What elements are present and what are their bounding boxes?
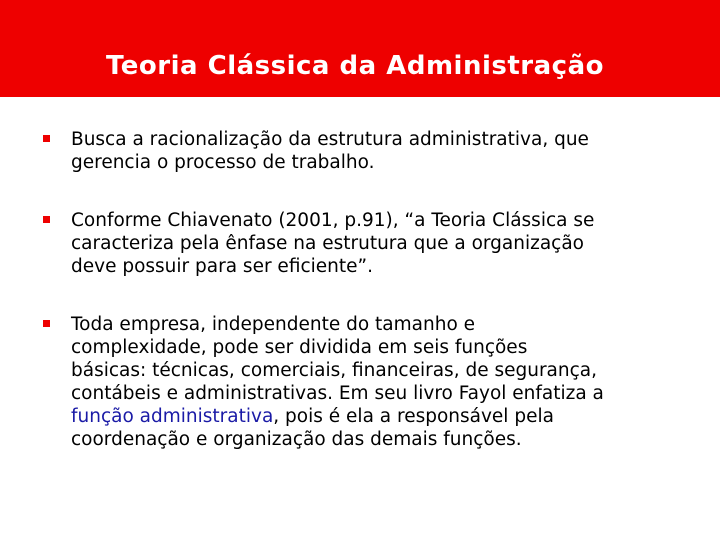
square-bullet-icon [43, 320, 50, 327]
square-bullet-icon [43, 216, 50, 223]
bullet-line-rest: , pois é ela a responsável pela [273, 406, 554, 427]
highlighted-term: função administrativa [71, 406, 274, 427]
bullet-line: deve possuir para ser eficiente”. [71, 256, 373, 277]
bullet-text [71, 313, 701, 451]
bullet-line: Busca a racionalização da estrutura administrativa, que [71, 129, 589, 150]
bullet-line: gerencia o processo de trabalho. [71, 152, 375, 173]
bullet-line [71, 405, 701, 428]
bullet-line: coordenação e organização das demais funções. [71, 429, 522, 450]
bullet-line: básicas: técnicas, comerciais, financeiras, de segurança, [71, 360, 598, 381]
bullet-line: complexidade, pode ser dividida em seis funções [71, 337, 528, 358]
bullet-text [71, 209, 701, 278]
bullet-text [71, 128, 701, 174]
bullet-line: Conforme Chiavenato (2001, p.91), “a Teoria Clássica se [71, 210, 595, 231]
slide-title: Teoria Clássica da Administração [106, 51, 604, 81]
square-bullet-icon [43, 135, 50, 142]
bullet-line: caracteriza pela ênfase na estrutura que a organização [71, 233, 584, 254]
bullet-line: Toda empresa, independente do tamanho e [71, 314, 476, 335]
bullet-line: contábeis e administrativas. Em seu livro Fayol enfatiza a [71, 383, 604, 404]
